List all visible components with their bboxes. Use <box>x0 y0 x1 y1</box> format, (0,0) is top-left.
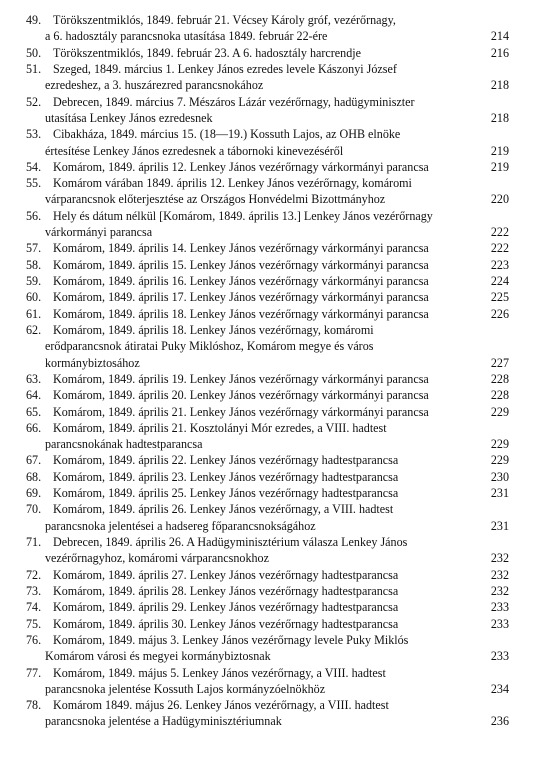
toc-entry <box>0 452 535 468</box>
toc-entry <box>0 404 535 420</box>
entry-number: 61. <box>26 306 42 321</box>
entry-text: várkormányi parancsa <box>45 225 153 240</box>
page-number: 233 <box>490 600 509 615</box>
table-of-contents <box>0 12 535 730</box>
page-number: 232 <box>490 551 509 566</box>
entry-text: utasítása Lenkey János ezredesnek <box>45 110 213 125</box>
entry-text: parancsnoka jelentése Kossuth Lajos kormányzóelnökhöz <box>45 681 326 696</box>
toc-entry <box>0 273 535 289</box>
entry-number: 55. <box>26 176 42 191</box>
toc-entry-first-line <box>0 534 535 550</box>
toc-entry <box>0 289 535 305</box>
entry-number: 73. <box>26 583 42 598</box>
toc-entry <box>0 567 535 583</box>
toc-entry <box>0 599 535 615</box>
toc-entry <box>0 501 535 534</box>
toc-entry-first-line <box>0 94 535 110</box>
toc-entry-first-line <box>0 12 535 28</box>
entry-number: 57. <box>26 241 42 256</box>
entry-number: 53. <box>26 127 42 142</box>
toc-entry <box>0 61 535 94</box>
toc-entry-first-line <box>0 387 535 403</box>
toc-entry <box>0 469 535 485</box>
entry-number: 62. <box>26 322 42 337</box>
page-number: 230 <box>490 469 509 484</box>
page-number: 228 <box>490 388 509 403</box>
entry-text: Komárom, 1849. április 12. Lenkey János vezérőrnagy várkormányi parancsa <box>53 159 429 174</box>
page-number: 232 <box>490 583 509 598</box>
page-number: 227 <box>490 355 509 370</box>
page-number: 229 <box>490 404 509 419</box>
page-number: 233 <box>490 649 509 664</box>
page-number: 218 <box>490 110 509 125</box>
entry-text: Debrecen, 1849. április 26. A Hadügyminisztérium válasza Lenkey János <box>53 535 408 549</box>
toc-entry-first-line <box>0 420 535 436</box>
entry-number: 77. <box>26 665 42 680</box>
entry-text: Komárom, 1849. április 16. Lenkey János vezérőrnagy várkormányi parancsa <box>53 274 429 288</box>
entry-text: parancsnoka jelentései a hadsereg főparancsnokságához <box>45 518 316 533</box>
toc-entry-continuation-line <box>0 143 535 159</box>
toc-entry-first-line <box>0 240 535 256</box>
toc-entry-first-line <box>0 159 535 175</box>
entry-text: Komárom, 1849. április 27. Lenkey János vezérőrnagy hadtestparancsa <box>53 567 399 582</box>
entry-text: Komárom, 1849. április 18. Lenkey János vezérőrnagy várkormányi parancsa <box>53 306 429 321</box>
entry-number: 70. <box>26 502 42 517</box>
toc-entry-first-line <box>0 632 535 648</box>
entry-text: Komárom, 1849. április 17. Lenkey János vezérőrnagy várkormányi parancsa <box>53 290 429 305</box>
toc-entry <box>0 387 535 403</box>
entry-text: Komárom 1849. május 26. Lenkey János vezérőrnagy, a VIII. hadtest <box>53 698 389 713</box>
toc-entry-continuation-line <box>0 550 535 566</box>
toc-entry <box>0 371 535 387</box>
page-number: 219 <box>490 159 509 174</box>
entry-text: Komárom, 1849. május 5. Lenkey János vezérőrnagy, a VIII. hadtest <box>53 665 386 680</box>
toc-entry-continuation-line <box>0 338 535 354</box>
entry-text: Komárom, 1849. április 14. Lenkey János vezérőrnagy várkormányi parancsa <box>53 241 429 256</box>
entry-text: Komárom, 1849. április 29. Lenkey János vezérőrnagy hadtestparancsa <box>53 600 399 615</box>
entry-number: 75. <box>26 616 42 631</box>
page-number: 234 <box>490 681 509 696</box>
toc-entry-first-line <box>0 697 535 713</box>
toc-entry-continuation-line <box>0 28 535 44</box>
page-number: 229 <box>490 453 509 468</box>
entry-text: Komárom, 1849. április 28. Lenkey János vezérőrnagy hadtestparancsa <box>53 583 399 598</box>
entry-text: Komárom, 1849. április 21. Kosztolányi Mór ezredes, a VIII. hadtest <box>53 420 387 435</box>
toc-entry-first-line <box>0 452 535 468</box>
toc-entry <box>0 420 535 453</box>
toc-entry <box>0 175 535 208</box>
toc-entry <box>0 632 535 665</box>
entry-number: 72. <box>26 567 42 582</box>
entry-text: vezérőrnagyhoz, komáromi várparancsnokhoz <box>45 551 269 566</box>
entry-number: 69. <box>26 486 42 501</box>
entry-text: Törökszentmiklós, 1849. február 23. A 6. hadosztály harcrendje <box>53 45 361 60</box>
entry-number: 64. <box>26 388 42 403</box>
page-number: 226 <box>490 306 509 321</box>
entry-number: 76. <box>26 632 42 647</box>
entry-text: Komárom városi és megyei kormánybiztosnak <box>45 649 271 664</box>
entry-number: 65. <box>26 404 42 419</box>
toc-entry <box>0 126 535 159</box>
page-number: 231 <box>490 518 509 533</box>
entry-number: 60. <box>26 290 42 305</box>
entry-text: parancsnoka jelentése a Hadügyminisztériumnak <box>45 714 282 729</box>
entry-text: értesítése Lenkey János ezredesnek a tábornoki kinevezéséről <box>45 143 344 158</box>
toc-entry <box>0 240 535 256</box>
toc-entry-first-line <box>0 583 535 599</box>
toc-entry-continuation-line <box>0 648 535 664</box>
page-number: 224 <box>490 274 509 288</box>
entry-number: 59. <box>26 274 42 288</box>
page-number: 236 <box>490 714 509 729</box>
toc-entry-continuation-line <box>0 110 535 126</box>
toc-entry-first-line <box>0 175 535 191</box>
toc-entry <box>0 665 535 698</box>
toc-entry <box>0 306 535 322</box>
toc-entry-first-line <box>0 289 535 305</box>
entry-text: Komárom, 1849. április 21. Lenkey János vezérőrnagy várkormányi parancsa <box>53 404 429 419</box>
toc-entry-first-line <box>0 616 535 632</box>
toc-entry <box>0 12 535 45</box>
toc-entry <box>0 257 535 273</box>
page-number: 225 <box>490 290 509 305</box>
entry-text: Komárom, 1849. április 18. Lenkey János vezérőrnagy, komáromi <box>53 322 374 337</box>
toc-entry-continuation-line <box>0 518 535 534</box>
entry-text: kormánybiztosához <box>45 355 140 370</box>
entry-text: erődparancsnok átiratai Puky Miklóshoz, Komárom megye és város <box>45 339 374 354</box>
toc-entry <box>0 583 535 599</box>
entry-number: 68. <box>26 469 42 484</box>
page-number: 216 <box>490 45 509 60</box>
entry-number: 54. <box>26 159 42 174</box>
toc-entry-continuation-line <box>0 681 535 697</box>
entry-number: 49. <box>26 13 42 27</box>
entry-text: Komárom várában 1849. április 12. Lenkey János vezérőrnagy, komáromi <box>53 176 412 191</box>
entry-number: 74. <box>26 600 42 615</box>
toc-entry-first-line <box>0 257 535 273</box>
entry-number: 78. <box>26 698 42 713</box>
page-number: 218 <box>490 78 509 93</box>
entry-text: Komárom, 1849. április 22. Lenkey János vezérőrnagy hadtestparancsa <box>53 453 399 468</box>
page-number: 223 <box>490 257 509 272</box>
toc-entry-first-line <box>0 404 535 420</box>
toc-entry-first-line <box>0 306 535 322</box>
page-number: 222 <box>490 241 509 256</box>
entry-text: parancsnokának hadtestparancsa <box>45 437 203 452</box>
entry-number: 52. <box>26 94 42 109</box>
toc-entry <box>0 485 535 501</box>
entry-number: 66. <box>26 420 42 435</box>
toc-entry-first-line <box>0 599 535 615</box>
entry-text: Komárom, 1849. április 25. Lenkey János vezérőrnagy hadtestparancsa <box>53 486 399 501</box>
entry-text: Cibakháza, 1849. március 15. (18—19.) Kossuth Lajos, az OHB elnöke <box>53 127 401 142</box>
entry-text: Komárom, 1849. április 26. Lenkey János vezérőrnagy, a VIII. hadtest <box>53 502 394 517</box>
toc-entry-first-line <box>0 61 535 77</box>
entry-text: Debrecen, 1849. március 7. Mészáros Lázár vezérőrnagy, hadügyminiszter <box>53 94 415 109</box>
entry-number: 56. <box>26 208 42 223</box>
entry-text: Komárom, 1849. április 30. Lenkey János vezérőrnagy hadtestparancsa <box>53 616 399 631</box>
entry-text: Komárom, 1849. május 3. Lenkey János vezérőrnagy levele Puky Miklós <box>53 632 409 647</box>
entry-text: várparancsnok előterjesztése az Országos Honvédelmi Bizottmányhoz <box>45 192 386 207</box>
toc-entry-continuation-line <box>0 191 535 207</box>
entry-number: 71. <box>26 535 42 549</box>
entry-text: a 6. hadosztály parancsnoka utasítása 1849. február 22-ére <box>45 29 328 44</box>
entry-text: Hely és dátum nélkül [Komárom, 1849. április 13.] Lenkey János vezérőrnagy <box>53 208 433 223</box>
page-number: 219 <box>490 143 509 158</box>
entry-text: ezredeshez, a 3. huszárezred parancsnokához <box>45 78 264 93</box>
toc-entry-first-line <box>0 45 535 61</box>
entry-number: 50. <box>26 45 42 60</box>
page-number: 233 <box>490 616 509 631</box>
entry-number: 51. <box>26 61 42 76</box>
toc-entry <box>0 159 535 175</box>
toc-entry-first-line <box>0 322 535 338</box>
toc-entry-continuation-line <box>0 436 535 452</box>
entry-text: Szeged, 1849. március 1. Lenkey János ezredes levele Kászonyi József <box>53 61 397 76</box>
toc-entry-first-line <box>0 273 535 289</box>
page-number: 229 <box>490 437 509 452</box>
toc-entry-first-line <box>0 665 535 681</box>
entry-number: 58. <box>26 257 42 272</box>
toc-entry <box>0 94 535 127</box>
toc-entry-continuation-line <box>0 355 535 371</box>
toc-entry <box>0 616 535 632</box>
toc-entry <box>0 45 535 61</box>
entry-text: Komárom, 1849. április 23. Lenkey János vezérőrnagy hadtestparancsa <box>53 469 399 484</box>
toc-entry-first-line <box>0 469 535 485</box>
entry-text: Komárom, 1849. április 19. Lenkey János vezérőrnagy várkormányi parancsa <box>53 371 429 386</box>
entry-number: 63. <box>26 371 42 386</box>
page-number: 222 <box>490 225 509 240</box>
page-number: 231 <box>490 486 509 501</box>
page-number: 228 <box>490 371 509 386</box>
entry-text: Komárom, 1849. április 20. Lenkey János vezérőrnagy várkormányi parancsa <box>53 388 429 403</box>
page-number: 214 <box>490 29 509 44</box>
toc-entry-first-line <box>0 126 535 142</box>
toc-entry <box>0 534 535 567</box>
toc-entry-continuation-line <box>0 77 535 93</box>
toc-entry-first-line <box>0 485 535 501</box>
toc-entry-continuation-line <box>0 713 535 729</box>
toc-entry-first-line <box>0 371 535 387</box>
toc-entry-first-line <box>0 501 535 517</box>
entry-number: 67. <box>26 453 42 468</box>
toc-entry <box>0 697 535 730</box>
page-number: 232 <box>490 567 509 582</box>
toc-entry-continuation-line <box>0 224 535 240</box>
entry-text: Törökszentmiklós, 1849. február 21. Vécsey Károly gróf, vezérőrnagy, <box>53 13 396 27</box>
toc-entry-first-line <box>0 208 535 224</box>
toc-entry <box>0 208 535 241</box>
toc-entry-first-line <box>0 567 535 583</box>
toc-entry <box>0 322 535 371</box>
page-number: 220 <box>490 192 509 207</box>
entry-text: Komárom, 1849. április 15. Lenkey János vezérőrnagy várkormányi parancsa <box>53 257 429 272</box>
